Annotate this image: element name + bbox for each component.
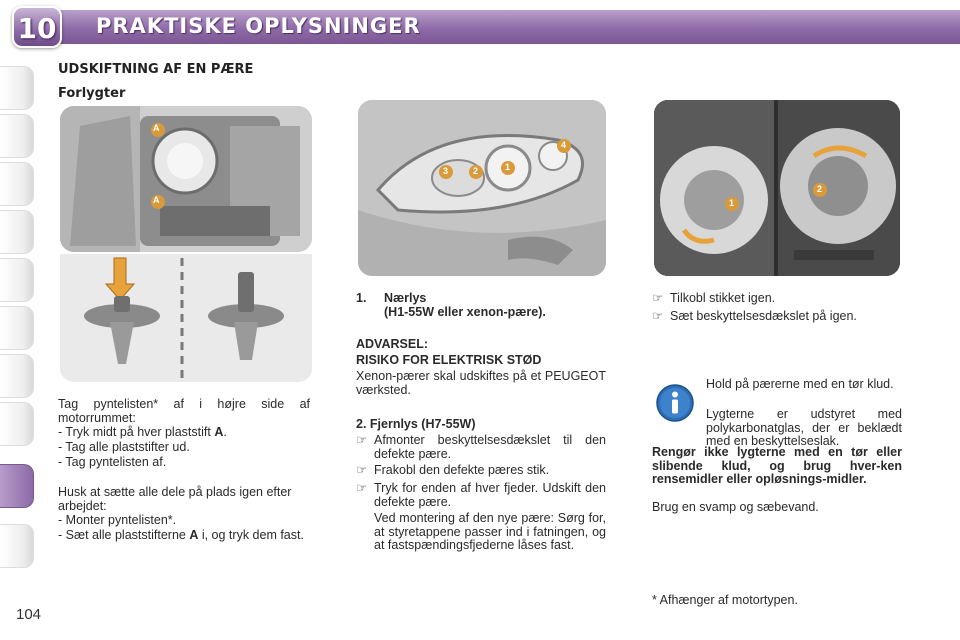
warning-subtitle: RISIKO FOR ELEKTRISK STØD xyxy=(356,353,542,367)
section-subtitle: Forlygter xyxy=(58,86,126,101)
list-item xyxy=(652,310,902,338)
info-paragraph: Brug en svamp og sæbevand. xyxy=(652,500,819,514)
pointing-hand-icon: ☞ xyxy=(356,481,368,495)
step-text: Tag pyntelisten af. xyxy=(65,455,167,469)
bulb-label: 1 xyxy=(729,198,735,208)
bullet-text: Afmonter beskyttelsesdækslet til den defekte pære. xyxy=(374,433,606,461)
figure-label-a: A xyxy=(153,195,160,205)
bullet-text: Sæt beskyttelsesdækslet på igen. xyxy=(670,309,857,323)
info-paragraph: Lygterne er udstyret med polykarbonatglas, der er beklædt med en beskyttelseslak. xyxy=(706,407,902,448)
step-suffix: . xyxy=(223,425,227,439)
page-title: PRAKTISKE OPLYSNINGER xyxy=(96,14,421,38)
footnote: * Afhænger af motortypen. xyxy=(652,593,798,607)
chapter-tab[interactable] xyxy=(0,162,34,206)
headlamp-label: 3 xyxy=(443,166,449,176)
list-item xyxy=(356,434,606,462)
reassemble-intro: Husk at sætte alle dele på plads igen efter arbejdet: xyxy=(58,485,292,513)
chapter-tab[interactable] xyxy=(0,306,34,350)
list-item xyxy=(58,441,310,455)
info-warning: Rengør ikke lygterne med en tør eller slibende klud, og brug hver-ken rensemidler eller opløsnings-midler. xyxy=(652,445,902,486)
chapter-tab[interactable] xyxy=(0,210,34,254)
step-bold: A xyxy=(189,528,199,542)
list-item xyxy=(58,426,310,440)
dash: - xyxy=(58,455,63,469)
bulb-label: 2 xyxy=(817,184,823,194)
headlamp-label: 4 xyxy=(561,140,567,150)
warning-text: Xenon-pærer skal udskiftes på et PEUGEOT værksted. xyxy=(356,369,606,397)
chapter-tab[interactable] xyxy=(0,354,34,398)
pointing-hand-icon: ☞ xyxy=(652,309,664,323)
chapter-tab[interactable] xyxy=(0,258,34,302)
list-item xyxy=(58,529,310,543)
step-text: Tryk midt på hver plaststift xyxy=(65,425,215,439)
item-title: Nærlys xyxy=(384,291,427,305)
list-item xyxy=(58,514,310,528)
mounting-note: Ved montering af den nye pære: Sørg for, at styretappene passer ind i fatningen, og at fastspændingsfjederne låses fast. xyxy=(374,511,606,552)
chapter-tab[interactable] xyxy=(0,524,34,568)
dash: - xyxy=(58,425,63,439)
dash: - xyxy=(58,513,63,527)
warning-title: ADVARSEL: xyxy=(356,337,428,351)
figure-label-a: A xyxy=(153,123,160,133)
chapter-tab[interactable] xyxy=(0,66,34,110)
list-item xyxy=(356,482,606,510)
bulb-holder-figure xyxy=(654,100,900,276)
chapter-tabs xyxy=(0,66,34,576)
headlamp-figure xyxy=(358,100,606,276)
page-header xyxy=(0,0,960,52)
chapter-tab[interactable] xyxy=(0,114,34,158)
step-bold: A xyxy=(214,425,224,439)
headlamp-label: 2 xyxy=(473,166,479,176)
bullet-text: Frakobl den defekte pæres stik. xyxy=(374,463,550,477)
chapter-number: 10 xyxy=(17,12,57,45)
bullet-text: Tilkobl stikket igen. xyxy=(670,291,776,305)
step-text: Sæt alle plaststifterne xyxy=(65,528,190,542)
dash: - xyxy=(58,440,63,454)
chapter-tab[interactable] xyxy=(0,402,34,446)
item-title: 2. Fjernlys (H7-55W) xyxy=(356,417,476,431)
chapter-tab-active[interactable] xyxy=(0,464,34,508)
list-item xyxy=(356,464,606,478)
bullet-text: Tryk for enden af hver fjeder. Udskift den defekte pære. xyxy=(374,481,606,509)
pointing-hand-icon: ☞ xyxy=(356,433,368,447)
step-text-after: i, og tryk dem fast. xyxy=(198,528,304,542)
pointing-hand-icon: ☞ xyxy=(356,463,368,477)
item-number: 1. xyxy=(356,291,367,305)
dash: - xyxy=(58,528,63,542)
list-item xyxy=(58,456,310,470)
engine-compartment-figure xyxy=(60,106,312,252)
step-text: Monter pyntelisten*. xyxy=(65,513,177,527)
info-paragraph: Hold på pærerne med en tør klud. xyxy=(706,377,894,391)
headlamp-label: 1 xyxy=(505,162,511,172)
chapter-badge xyxy=(12,6,62,48)
list-item xyxy=(652,292,902,306)
intro-text: Tag pyntelisten* af i højre side af motorrummet: xyxy=(58,397,310,425)
plastic-clip-figure xyxy=(60,254,312,382)
section-title: UDSKIFTNING AF EN PÆRE xyxy=(58,62,254,77)
pointing-hand-icon: ☞ xyxy=(652,291,664,305)
step-text: Tag alle plaststifter ud. xyxy=(65,440,190,454)
info-icon xyxy=(656,384,694,422)
item-subtitle: (H1-55W eller xenon-pære). xyxy=(384,305,546,319)
page-number: 104 xyxy=(16,606,42,623)
